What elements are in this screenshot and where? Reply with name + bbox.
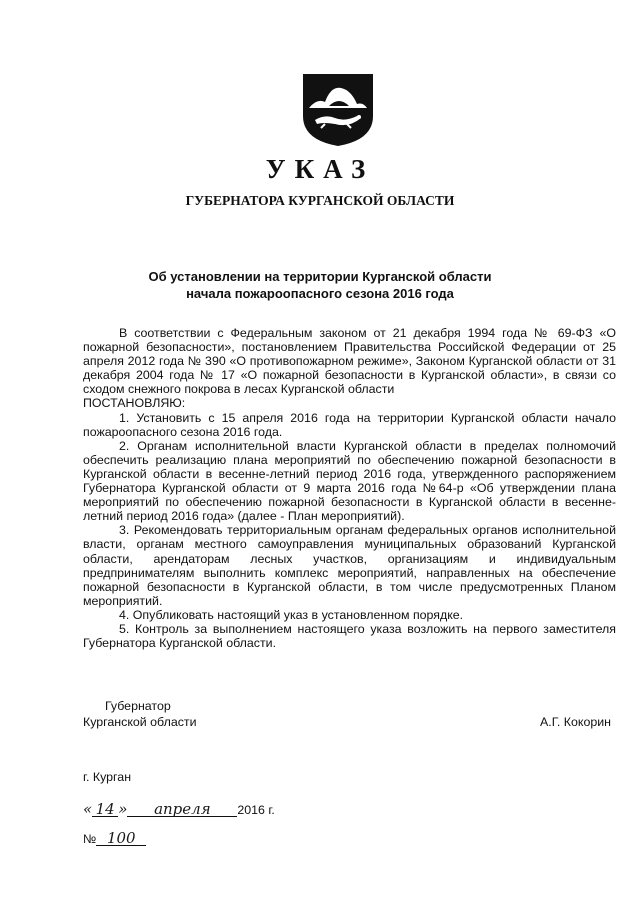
document-type-title: УКАЗ [265, 154, 375, 184]
decree-item-2: 2. Органам исполнительной власти Курганской области в пределах полномочий обеспечить реализацию плана мероприятий по обеспечению пожарной безопасности в Курганской области в весенне-летний период 2016 года, утвержденного распоряжением Губернатора Курганской области от 9 марта 2016 года №64-р «Об утверждении плана мероприятий по обеспечению пожарной безопасности в Курганской области в весенне-летний период 2016 года» (далее - План мероприятий). [83, 438, 616, 524]
date-year: 2016 г. [237, 803, 275, 817]
date-open-quote: « [83, 800, 93, 818]
decree-item-5: 5. Контроль за выполнением настоящего указа возложить на первого заместителя Губернатора Курганской области. [83, 621, 616, 651]
date-month: апреля [127, 802, 237, 817]
decree-number [83, 831, 146, 846]
decree-item-1: 1. Установить с 15 апреля 2016 года на территории Курганской области начало пожароопасного сезона 2016 года. [83, 410, 616, 439]
number-value: 100 [96, 831, 146, 846]
coat-of-arms-emblem [301, 72, 375, 148]
decree-word: ПОСТАНОВЛЯЮ: [83, 396, 186, 411]
issue-city: г. Курган [83, 770, 132, 784]
heading-line-1: Об установлении на территории Курганской области [148, 269, 492, 284]
issuer-title: ГУБЕРНАТОРА КУРГАНСКОЙ ОБЛАСТИ [185, 193, 455, 208]
signatory-position-line-2: Курганской области [83, 715, 197, 729]
decree-heading [0, 268, 640, 302]
decree-item-3: 3. Рекомендовать территориальным органам федеральных органов исполнительной власти, органам местного самоуправления муниципальных образований Курганской области, арендаторам лесных участков, организациям и индивидуальным предпринимателям выполнить комплекс мероприятий, направленных на обеспечение пожарной безопасности в Курганской области, в том числе предусмотренных Планом мероприятий. [83, 523, 616, 608]
number-prefix: № [83, 832, 97, 846]
issue-date [83, 800, 275, 818]
date-day: 14 [92, 802, 118, 817]
heading-line-2: начала пожароопасного сезона 2016 года [186, 286, 454, 301]
decree-item-4: 4. Опубликовать настоящий указ в установленном порядке. [119, 607, 464, 622]
preamble-paragraph: В соответствии с Федеральным законом от 21 декабря 1994 года № 69-ФЗ «О пожарной безопасности», постановлением Правительства Российской Федерации от 25 апреля 2012 года № 390 «О противопожарном режиме», Законом Курганской области от 31 декабря 2004 года № 17 «О пожарной безопасности в Курганской области», в связи со сходом снежного покрова в лесах Курганской области [83, 326, 616, 397]
date-close-quote: » [118, 800, 128, 818]
signatory-position-line-1: Губернатор [105, 699, 171, 713]
decree-body [83, 326, 616, 650]
signatory-name: А.Г. Кокорин [540, 715, 612, 729]
signatory-position [83, 698, 197, 730]
